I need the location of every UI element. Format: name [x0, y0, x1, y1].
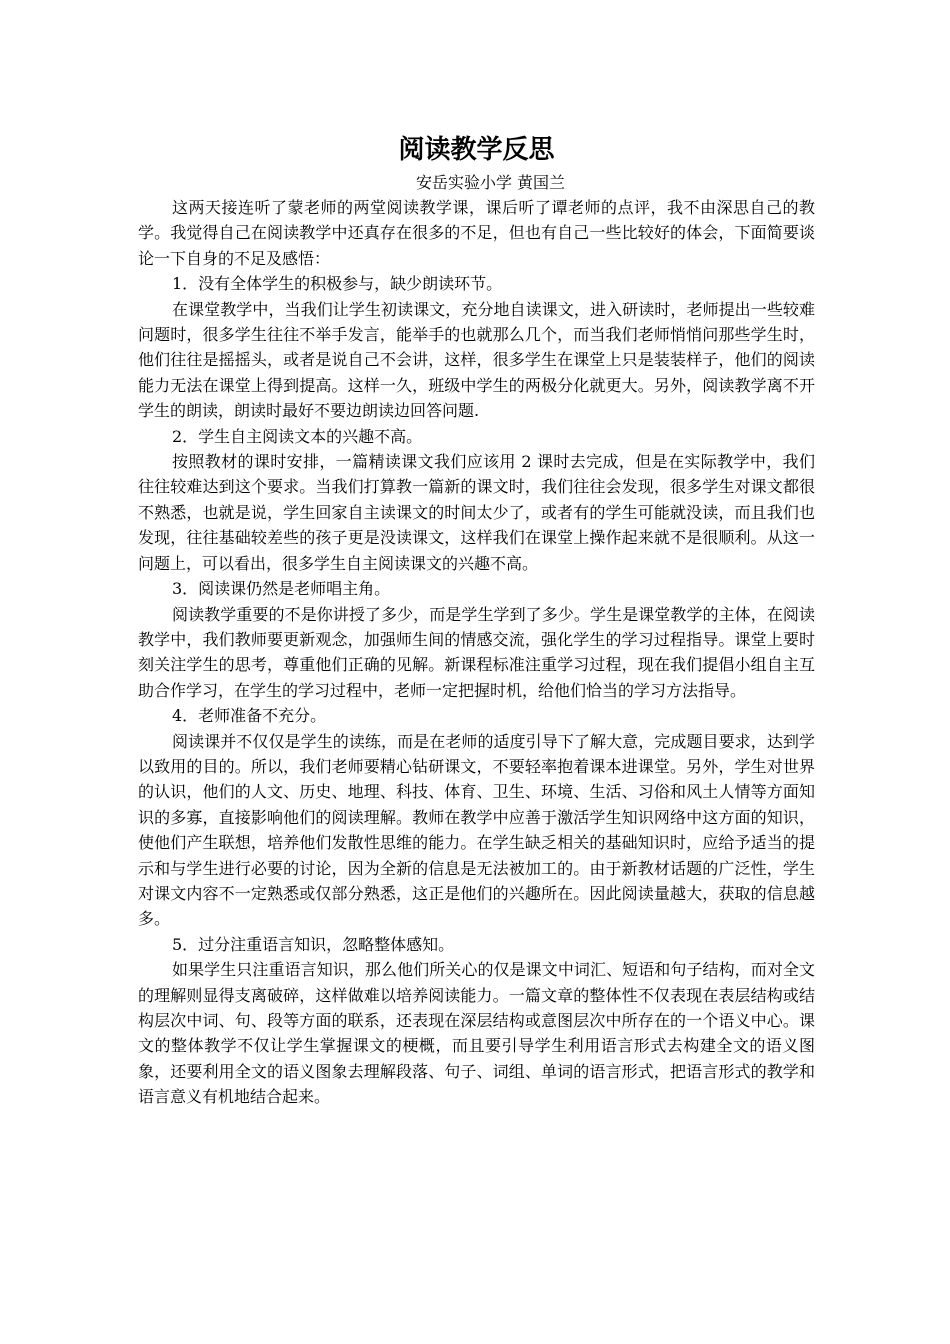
section-heading-1: 1．没有全体学生的积极参与，缺少朗读环节。 [172, 274, 503, 294]
document-title: 阅读教学反思 [398, 135, 555, 165]
intro-paragraph: 这两天接连听了蒙老师的两堂阅读教学课，课后听了谭老师的点评，我不由深思自己的教学。我觉得自己在阅读教学中还真存在很多的不足，但也有自己一些比较好的体会，下面简要谈论一下自身的不足及感悟： [138, 198, 815, 268]
section-heading-2: 2．学生自主阅读文本的兴趣不高。 [172, 426, 423, 446]
document-body [138, 132, 815, 1110]
section-heading-5: 5．过分注重语言知识，忽略整体感知。 [172, 934, 455, 954]
section-heading-4: 4．老师准备不充分。 [172, 706, 327, 726]
section-body-1: 在课堂教学中，当我们让学生初读课文，充分地自读课文，进入研读时，老师提出一些较难问题时，很多学生往往不举手发言，能举手的也就那么几个，而当我们老师悄悄问那些学生时，他们往往是摇摇头，或者是说自己不会讲，这样，很多学生在课堂上只是装装样子，他们的阅读能力无法在课堂上得到提高。这样一久，班级中学生的两极分化就更大。另外，阅读教学离不开学生的朗读，朗读时最好不要边朗读边回答问题. [138, 299, 815, 421]
section-heading-3: 3．阅读课仍然是老师唱主角。 [172, 579, 391, 599]
section-body-5: 如果学生只注重语言知识，那么他们所关心的仅是课文中词汇、短语和句子结构，而对全文的理解则显得支离破碎，这样做难以培养阅读能力。一篇文章的整体性不仅表现在表层结构或结构层次中词、句、段等方面的联系，还表现在深层结构或意图层次中所存在的一个语义中心。课文的整体教学不仅让学生掌握课文的梗概，而且要引导学生利用语言形式去构建全文的语义图象，还要利用全文的语义图象去理解段落、句子、词组、单词的语言形式，把语言形式的教学和语言意义有机地结合起来。 [138, 960, 815, 1107]
author-byline: 安岳实验小学 黄国兰 [415, 173, 566, 192]
section-body-2: 按照教材的课时安排，一篇精读课文我们应该用 2 课时去完成，但是在实际教学中，我们往往较难达到这个要求。当我们打算教一篇新的课文时，我们往往会发现，很多学生对课文都很不熟悉，也就是说，学生回家自主读课文的时间太少了，或者有的学生可能就没读，而且我们也发现，往往基础较差些的孩子更是没读课文，这样我们在课堂上操作起来就不是很顺利。从这一问题上，可以看出，很多学生自主阅读课文的兴趣不高。 [138, 452, 815, 573]
section-body-4: 阅读课并不仅仅是学生的读练，而是在老师的适度引导下了解大意，完成题目要求，达到学以致用的目的。所以，我们老师要精心钻研课文，不要轻率抱着课本进课堂。另外，学生对世界的认识，他们的人文、历史、地理、科技、体育、卫生、环境、生活、习俗和风土人情等方面知识的多寡，直接影响他们的阅读理解。教师在教学中应善于激活学生知识网络中这方面的知识，使他们产生联想，培养他们发散性思维的能力。在学生缺乏相关的基础知识时，应给予适当的提示和与学生进行必要的讨论，因为全新的信息是无法被加工的。由于新教材话题的广泛性，学生对课文内容不一定熟悉或仅部分熟悉，这正是他们的兴趣所在。因此阅读量越大，获取的信息越多。 [138, 731, 815, 929]
section-body-3: 阅读教学重要的不是你讲授了多少，而是学生学到了多少。学生是课堂教学的主体，在阅读教学中，我们教师要更新观念，加强师生间的情感交流，强化学生的学习过程指导。课堂上要时刻关注学生的思考，尊重他们正确的见解。新课程标准注重学习过程，现在我们提倡小组自主互助合作学习，在学生的学习过程中，老师一定把握时机，给他们恰当的学习方法指导。 [138, 604, 815, 700]
